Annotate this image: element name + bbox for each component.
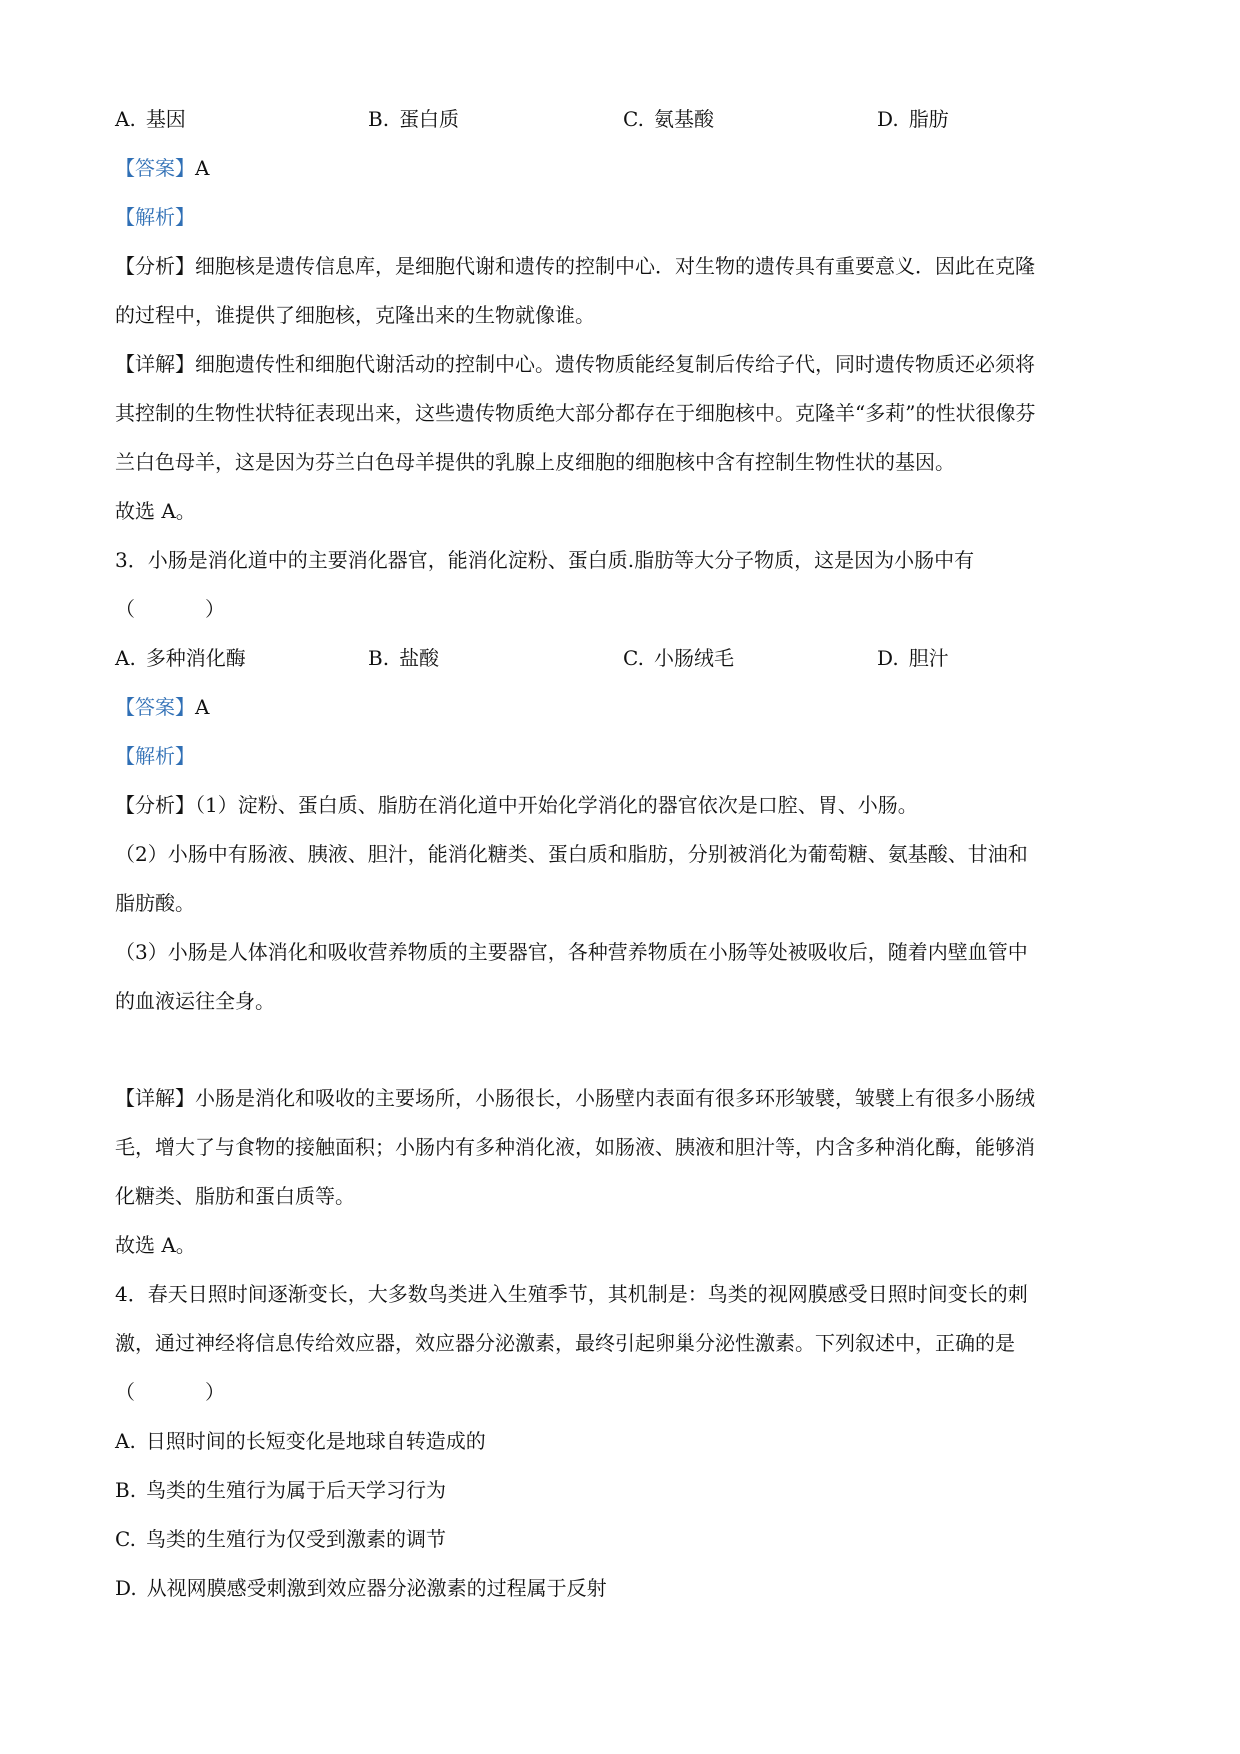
q2-conclusion: 故选 A。 <box>115 499 196 523</box>
answer-value: A <box>195 695 210 719</box>
q4-option-a[interactable]: A. 日照时间的长短变化是地球自转造成的 <box>115 1429 486 1453</box>
q3-analysis-heading: 【解析】 <box>115 744 195 768</box>
q3-fenxi-line-2: （2）小肠中有肠液、胰液、胆汁，能消化糖类、蛋白质和脂肪，分别被消化为葡萄糖、氨基酸、甘油和 <box>115 842 1028 866</box>
q3-option-d[interactable]: D. 胆汁 <box>877 646 949 670</box>
q3-options <box>115 643 1130 673</box>
q2-option-d[interactable]: D. 脂肪 <box>877 107 949 131</box>
xiangjie-label: 【详解】 <box>115 1086 195 1110</box>
q4-stem-line-1: 4．春天日照时间逐渐变长，大多数鸟类进入生殖季节，其机制是：鸟类的视网膜感受日照时间变长的刺 <box>115 1282 1028 1306</box>
q3-xiangjie-line-1: 【详解】小肠是消化和吸收的主要场所，小肠很长，小肠壁内表面有很多环形皱襞，皱襞上有很多小肠绒 <box>115 1086 1035 1110</box>
q2-xiangjie-line-2: 其控制的生物性状特征表现出来，这些遗传物质绝大部分都存在于细胞核中。克隆羊“多莉”的性状很像芬 <box>115 401 1036 425</box>
q4-stem-line-2: 激，通过神经将信息传给效应器，效应器分泌激素，最终引起卵巢分泌性激素。下列叙述中，正确的是 <box>115 1331 1015 1355</box>
q3-stem-line-1: 3．小肠是消化道中的主要消化器官，能消化淀粉、蛋白质.脂肪等大分子物质，这是因为小肠中有 <box>115 548 975 572</box>
q3-conclusion: 故选 A。 <box>115 1233 196 1257</box>
q2-option-b[interactable]: B. 蛋白质 <box>368 107 460 131</box>
q2-option-a[interactable]: A. 基因 <box>115 107 186 131</box>
q3-answer-paren: （ ） <box>115 597 225 621</box>
q4-option-c[interactable]: C. 鸟类的生殖行为仅受到激素的调节 <box>115 1527 446 1551</box>
q4-option-d[interactable]: D. 从视网膜感受刺激到效应器分泌激素的过程属于反射 <box>115 1576 607 1600</box>
q2-option-c[interactable]: C. 氨基酸 <box>623 107 714 131</box>
q2-analysis-heading: 【解析】 <box>115 205 195 229</box>
q3-fenxi-line-3: 脂肪酸。 <box>115 891 195 915</box>
xiangjie-label: 【详解】 <box>115 352 195 376</box>
q2-fenxi-line-2: 的过程中，谁提供了细胞核，克隆出来的生物就像谁。 <box>115 303 595 327</box>
answer-label: 【答案】 <box>115 695 195 719</box>
q3-option-a[interactable]: A. 多种消化酶 <box>115 646 246 670</box>
fenxi-label: 【分析】 <box>115 793 195 817</box>
q2-fenxi-line-1: 【分析】细胞核是遗传信息库，是细胞代谢和遗传的控制中心．对生物的遗传具有重要意义．因此在克隆 <box>115 254 1035 278</box>
q2-options <box>115 104 1130 134</box>
q3-option-c[interactable]: C. 小肠绒毛 <box>623 646 734 670</box>
q3-option-b[interactable]: B. 盐酸 <box>368 646 440 670</box>
q3-xiangjie-line-3: 化糖类、脂肪和蛋白质等。 <box>115 1184 355 1208</box>
q2-xiangjie-line-3: 兰白色母羊，这是因为芬兰白色母羊提供的乳腺上皮细胞的细胞核中含有控制生物性状的基因。 <box>115 450 955 474</box>
q4-answer-paren: （ ） <box>115 1380 225 1404</box>
q3-fenxi-line-4: （3）小肠是人体消化和吸收营养物质的主要器官，各种营养物质在小肠等处被吸收后，随着内壁血管中 <box>115 940 1028 964</box>
q3-xiangjie-line-2: 毛，增大了与食物的接触面积；小肠内有多种消化液，如肠液、胰液和胆汁等，内含多种消化酶，能够消 <box>115 1135 1035 1159</box>
q3-fenxi-line-1: 【分析】（1）淀粉、蛋白质、脂肪在消化道中开始化学消化的器官依次是口腔、胃、小肠。 <box>115 793 918 817</box>
q2-xiangjie-line-1: 【详解】细胞遗传性和细胞代谢活动的控制中心。遗传物质能经复制后传给子代，同时遗传物质还必须将 <box>115 352 1035 376</box>
q4-option-b[interactable]: B. 鸟类的生殖行为属于后天学习行为 <box>115 1478 447 1502</box>
fenxi-label: 【分析】 <box>115 254 195 278</box>
q3-answer <box>115 692 1130 722</box>
q3-fenxi-line-5: 的血液运往全身。 <box>115 989 275 1013</box>
q2-answer <box>115 153 1130 183</box>
answer-label: 【答案】 <box>115 156 195 180</box>
answer-value: A <box>195 156 210 180</box>
